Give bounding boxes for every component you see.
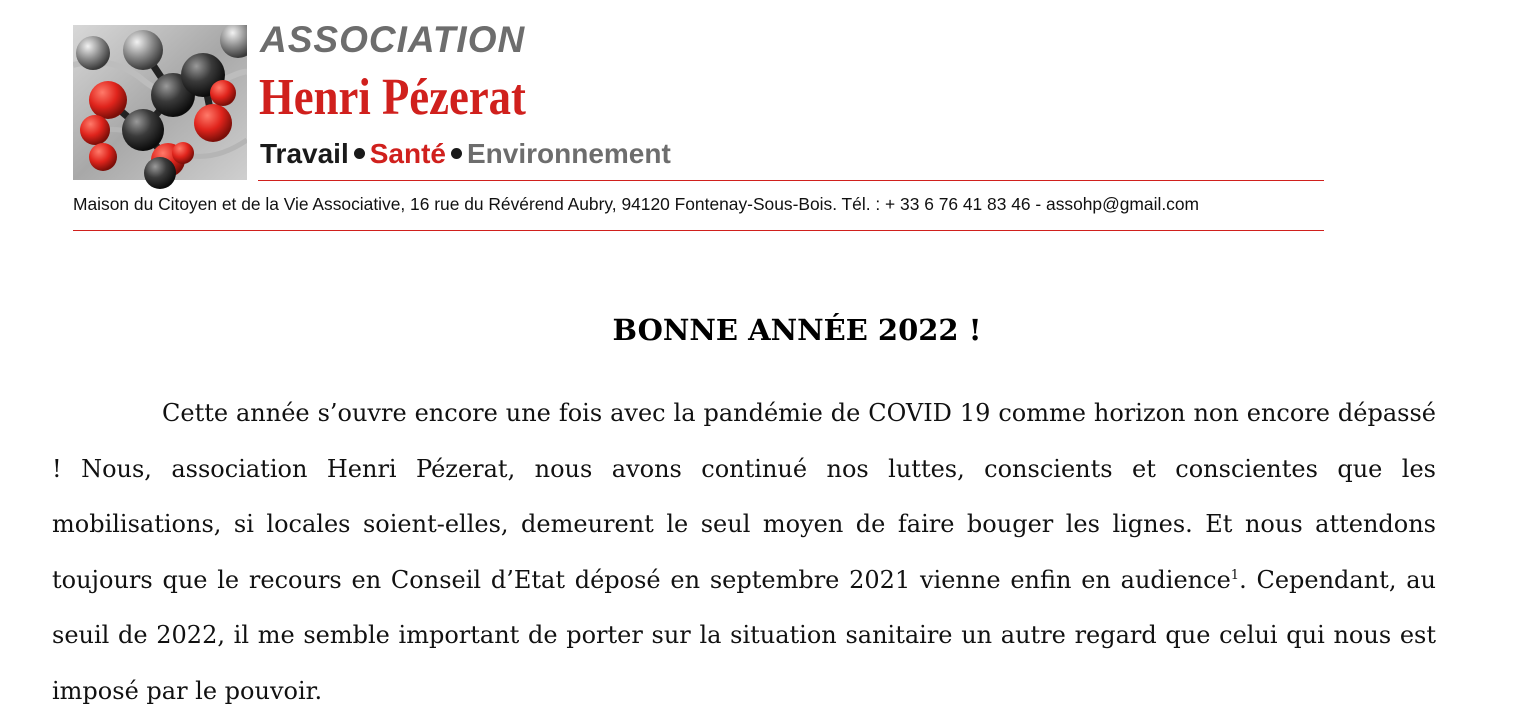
association-label: ASSOCIATION [260, 19, 526, 60]
tagline [260, 136, 671, 172]
tagline-travail: Travail [260, 138, 349, 169]
paragraph-text-part2: . Cependant, au seuil de 2022, il me semble important de porter sur la situation sanitaire un autre regard que celui qui nous est imposé par le pouvoir. [52, 565, 1436, 705]
bullet-dot-icon [451, 148, 462, 159]
association-name: Henri Pézerat [259, 69, 526, 126]
molecule-logo-icon [73, 25, 247, 190]
paragraph-text-part1: Cette année s’ouvre encore une fois avec la pandémie de COVID 19 comme horizon non encore dépassé ! Nous, association Henri Pézerat, nous avons continué nos luttes, conscients et conscientes que les mobilisations, si locales soient-elles, demeurent le seul moyen de faire bouger les lignes. Et nous attendons toujours que le recours en Conseil d’Etat déposé en septembre 2021 vienne enfin en audience [52, 399, 1436, 594]
tagline-sante: Santé [369, 138, 446, 169]
body-paragraph [52, 386, 1436, 720]
header-divider-bottom [73, 230, 1324, 231]
footnote-marker[interactable]: 1 [1230, 567, 1240, 583]
contact-address: Maison du Citoyen et de la Vie Associative, 16 rue du Révérend Aubry, 94120 Fontenay-Sous-Bois. Tél. : + 33 6 76 41 83 46 - assohp@gmail.com [73, 194, 1199, 214]
bullet-dot-icon [354, 148, 365, 159]
header-divider-top [258, 180, 1324, 181]
tagline-environnement: Environnement [466, 138, 671, 169]
document-title: BONNE ANNÉE 2022 ! [612, 313, 982, 347]
